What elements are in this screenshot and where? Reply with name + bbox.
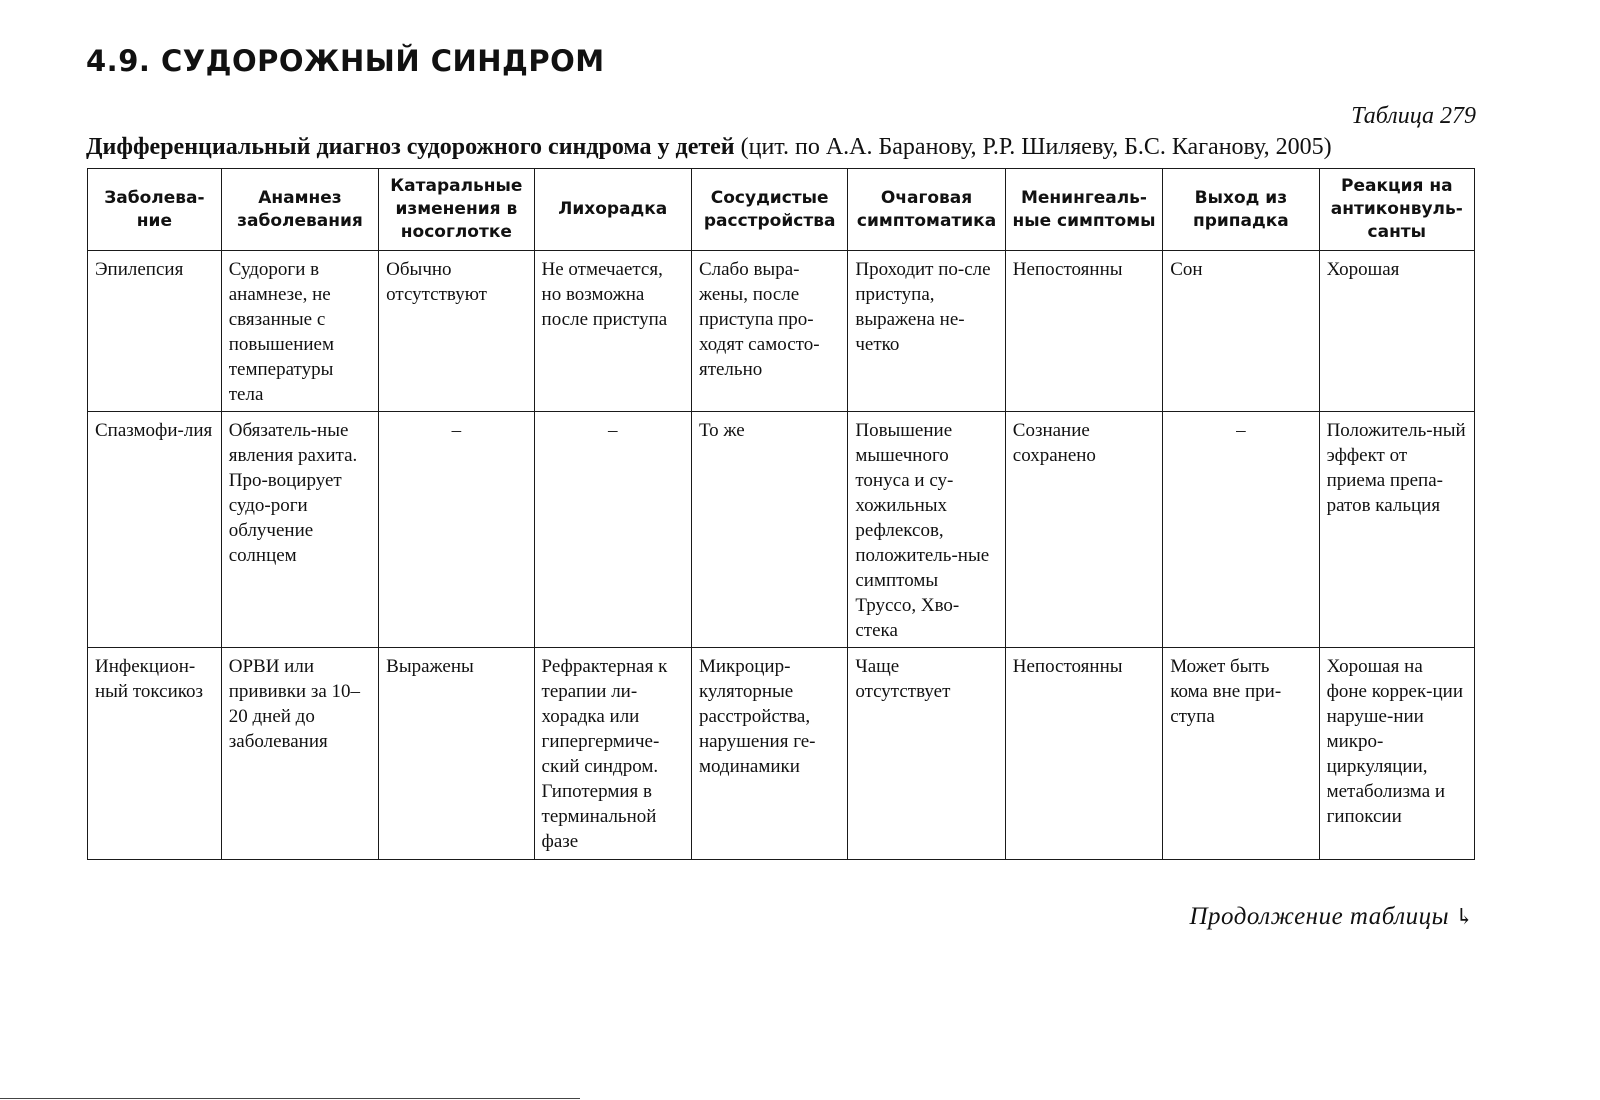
table-caption bbox=[86, 134, 1486, 161]
table-cell: Непостоянны bbox=[1005, 648, 1162, 860]
continuation-label: Продолжение таблицы bbox=[1189, 903, 1450, 930]
page-bottom-rule bbox=[0, 1098, 580, 1099]
table-row bbox=[88, 412, 1475, 648]
header-cell: Реакция на антиконвуль-санты bbox=[1319, 169, 1474, 251]
header-cell: Анамнез заболевания bbox=[221, 169, 378, 251]
table-cell: Выражены bbox=[379, 648, 534, 860]
header-cell: Сосудистые расстройства bbox=[691, 169, 847, 251]
table-cell: ОРВИ или прививки за 10–20 дней до заболевания bbox=[221, 648, 378, 860]
header-cell: Катаральные изменения в носоглотке bbox=[379, 169, 534, 251]
differential-diagnosis-table bbox=[87, 168, 1475, 860]
header-cell: Выход из припадка bbox=[1163, 169, 1319, 251]
table-number: Таблица 279 bbox=[1351, 103, 1476, 129]
table-cell: – bbox=[1163, 412, 1319, 648]
header-cell: Заболева-ние bbox=[88, 169, 222, 251]
table-cell: Обязатель-ные явления рахита. Про-воцирует судо-роги облучение солнцем bbox=[221, 412, 378, 648]
table-row bbox=[88, 251, 1475, 412]
header-row bbox=[88, 169, 1475, 251]
header-cell: Менингеаль-ные симптомы bbox=[1005, 169, 1162, 251]
table-cell: Хорошая на фоне коррек-ции наруше-нии микро-циркуляции, метаболизма и гипоксии bbox=[1319, 648, 1474, 860]
table-cell: Положитель-ный эффект от приема препа-ратов кальция bbox=[1319, 412, 1474, 648]
table-cell: Повышение мышечного тонуса и су-хожильных рефлексов, положитель-ные симптомы Труссо, Хво-стека bbox=[848, 412, 1005, 648]
caption-citation: (цит. по А.А. Баранову, Р.Р. Шиляеву, Б.С. Каганову, 2005) bbox=[740, 134, 1332, 160]
table-cell: Рефрактерная к терапии ли-хорадка или гипергермиче-ский синдром. Гипотермия в терминальной фазе bbox=[534, 648, 691, 860]
table-cell: Обычно отсутствуют bbox=[379, 251, 534, 412]
table-cell: Непостоянны bbox=[1005, 251, 1162, 412]
table-cell: То же bbox=[691, 412, 847, 648]
table-cell: Не отмечается, но возможна после приступа bbox=[534, 251, 691, 412]
table-continuation-note bbox=[1190, 903, 1475, 931]
table-row bbox=[88, 648, 1475, 860]
table-cell: Проходит по-сле приступа, выражена не-четко bbox=[848, 251, 1005, 412]
table-cell: Сон bbox=[1163, 251, 1319, 412]
table-cell: – bbox=[379, 412, 534, 648]
section-title: 4.9. СУДОРОЖНЫЙ СИНДРОМ bbox=[86, 44, 605, 78]
table-cell: Сознание сохранено bbox=[1005, 412, 1162, 648]
table-cell: Спазмофи-лия bbox=[88, 412, 222, 648]
table-cell: Слабо выра-жены, после приступа про-ходят самосто-ятельно bbox=[691, 251, 847, 412]
header-cell: Очаговая симптоматика bbox=[848, 169, 1005, 251]
table-cell: Эпилепсия bbox=[88, 251, 222, 412]
table-cell: Чаще отсутствует bbox=[848, 648, 1005, 860]
table-cell: Микроцир-куляторные расстройства, нарушения ге-модинамики bbox=[691, 648, 847, 860]
caption-title: Дифференциальный диагноз судорожного синдрома у детей bbox=[86, 134, 735, 160]
table-cell: Хорошая bbox=[1319, 251, 1474, 412]
table-cell: Судороги в анамнезе, не связанные с повышением температуры тела bbox=[221, 251, 378, 412]
table-cell: Может быть кома вне при-ступа bbox=[1163, 648, 1319, 860]
table-cell: – bbox=[534, 412, 691, 648]
header-cell: Лихорадка bbox=[534, 169, 691, 251]
arrow-turn-down-right-icon: ↳ bbox=[1455, 904, 1474, 929]
table-cell: Инфекцион-ный токсикоз bbox=[88, 648, 222, 860]
